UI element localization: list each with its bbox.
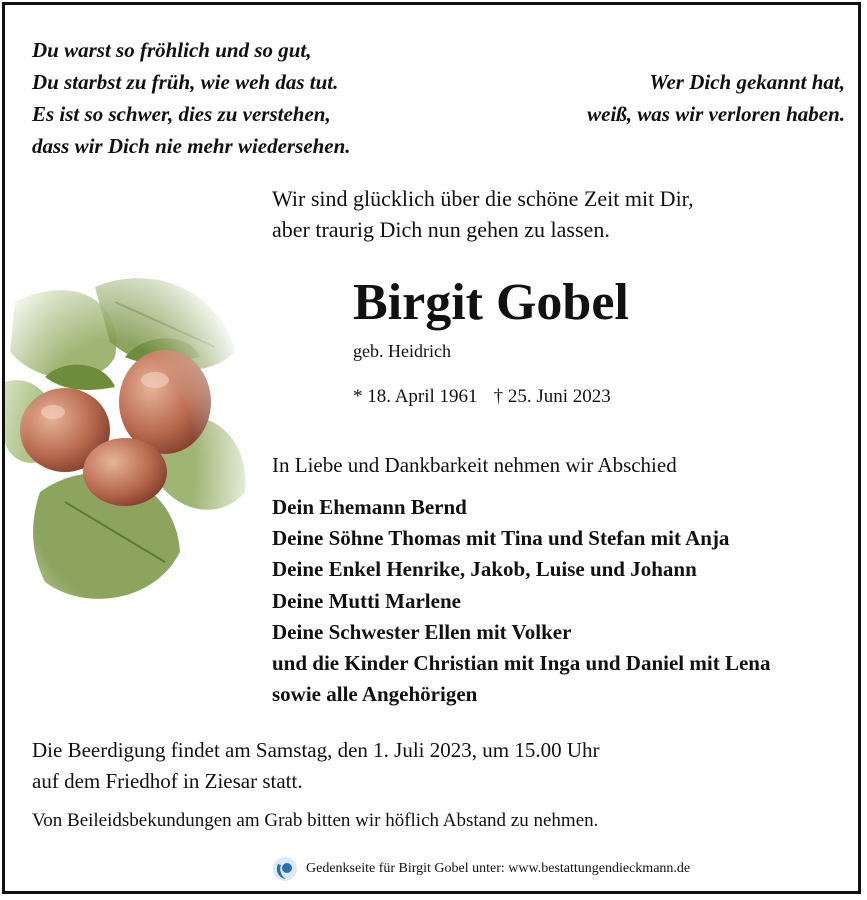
mourners-list [272,492,770,710]
mourner-line: und die Kinder Christian mit Inga und Daniel mit Lena [272,651,771,676]
funeral-info [32,735,600,797]
hazelnut-branch-icon [5,262,255,640]
mourner-line: Deine Schwester Ellen mit Volker [272,619,572,644]
mourner-line: Deine Enkel Henrike, Jakob, Luise und Johann [272,557,697,582]
intro-text [272,183,694,245]
footer [272,856,690,882]
funeral-line: auf dem Friedhof in Ziesar statt. [32,769,303,793]
mourner-line: Dein Ehemann Bernd [272,495,467,519]
mourner-line: Deine Mutti Marlene [272,588,461,613]
deceased-name: Birgit Gobel [353,274,629,331]
death-date: † 25. Juni 2023 [493,386,611,407]
life-dates [353,386,611,408]
intro-line: aber traurig Dich nun gehen zu lassen. [272,217,610,242]
poem-left [32,34,351,162]
maiden-name: geb. Heidrich [353,341,451,361]
birth-date: * 18. April 1961 [353,386,478,407]
mourner-line: sowie alle Angehörigen [272,682,478,707]
poem-line: Du warst so fröhlich und so gut, [32,38,312,62]
memorial-page-link[interactable]: Gedenkseite für Birgit Gobel unter: www.bestattungendieckmann.de [306,861,691,876]
poem-line: Wer Dich gekannt hat, [649,70,845,94]
poem-line: Du starbst zu früh, wie weh das tut. [32,70,339,94]
memorial-logo-icon [272,856,298,882]
poem-line: weiß, was wir verloren haben. [587,102,845,126]
condolence-note: Von Beileidsbekundungen am Grab bitten wir höflich Abstand zu nehmen. [32,810,599,831]
intro-line: Wir sind glücklich über die schöne Zeit mit Dir, [272,186,694,211]
poem-line: Es ist so schwer, dies zu verstehen, [32,102,331,126]
poem-line: dass wir Dich nie mehr wiedersehen. [32,134,351,158]
funeral-line: Die Beerdigung findet am Samstag, den 1. Juli 2023, um 15.00 Uhr [32,738,600,762]
mourner-line: Deine Söhne Thomas mit Tina und Stefan mit Anja [272,526,730,551]
poem-right [587,66,845,130]
farewell-text: In Liebe und Dankbarkeit nehmen wir Abschied [272,453,677,477]
